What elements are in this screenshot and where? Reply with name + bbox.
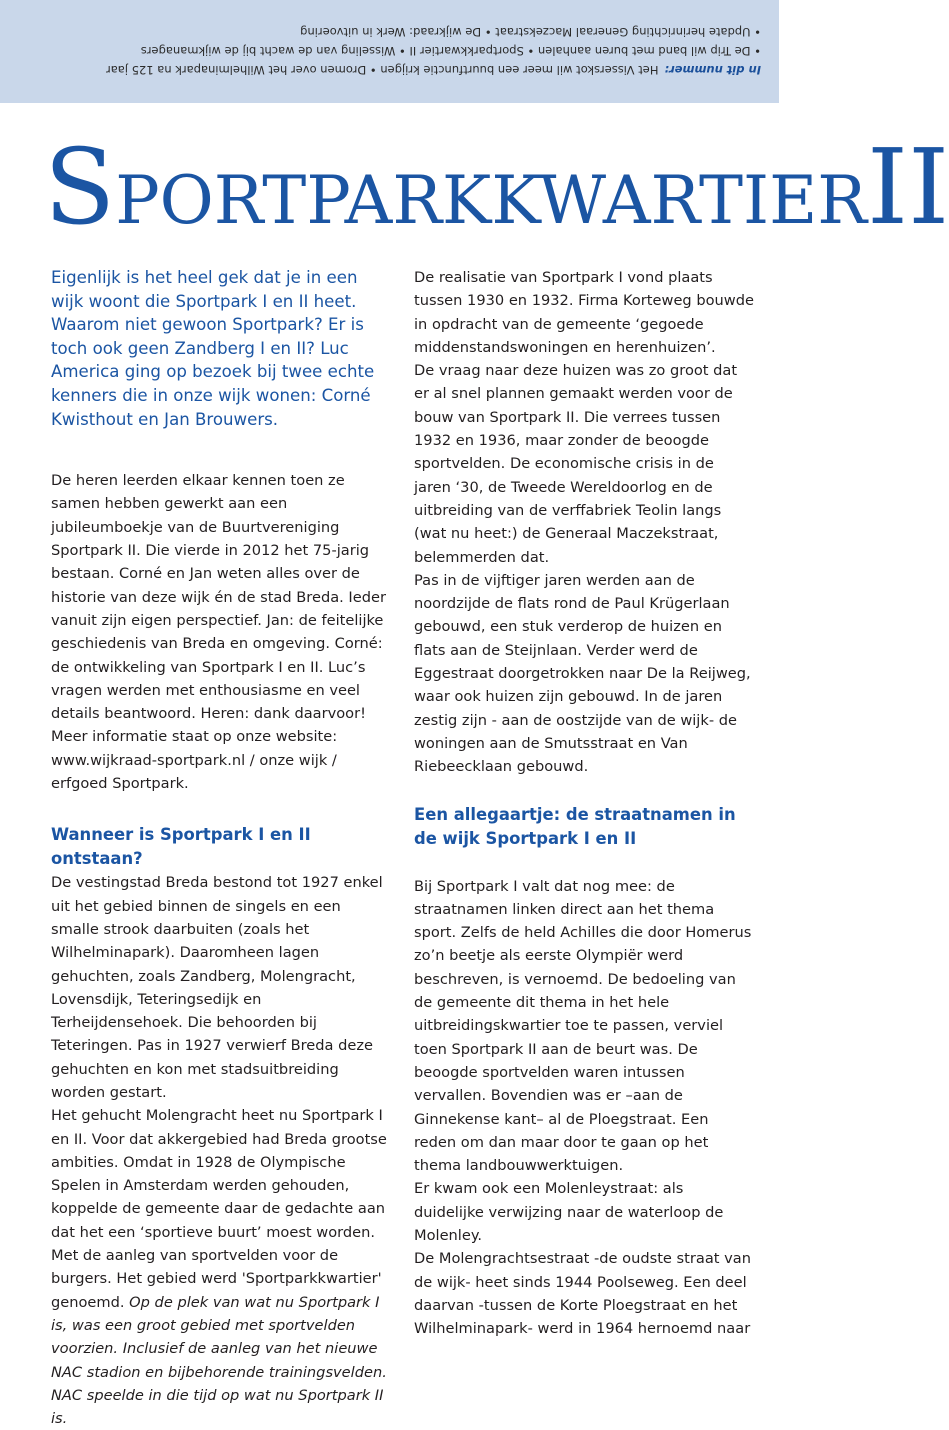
contents-banner: [0, 0, 779, 103]
toc-line: • Update herinrichting Generaal Maczekstraat • De wijkraad: Werk in uitvoering: [300, 25, 761, 39]
intro-paragraph: De heren leerden elkaar kennen toen ze samen hebben gewerkt aan een jubileumboekje van de Buurtvereniging Sportpark II. Die vierde in 2012 het 75-jarig bestaan. Corné en Jan weten alles over de historie van deze wijk én de stad Breda. Ieder vanuit zijn eigen perspectief. Jan: de feitelijke geschiedenis van Breda en omgeving. Corné: de ontwikkeling van Sportpark I en II. Luc’s vragen werden met enthousiasme en veel details beantwoord. Heren: dank daarvoor! Meer informatie staat op onze website: www.wijkraad-sportpark.nl / onze wijk / erfgoed Sportpark.: [51, 472, 386, 793]
body-text: Het gehucht Molengracht heet nu Sportpark I en II. Voor dat akkergebied had Breda grootse ambities. Omdat in 1928 de Olympische Spelen in Amsterdam werden gehouden, koppelde de gemeente daar de gedachte aan dat het een ‘sportieve buurt’ moest worden. Met de aanleg van sportvelden voor de burgers. Het gebied werd 'Sportparkkwartier' genoemd.: [51, 1107, 387, 1311]
right-column: [414, 266, 754, 1340]
body-paragraph: De realisatie van Sportpark I vond plaats tussen 1930 en 1932. Firma Korteweg bouwde in opdracht van de gemeente ‘gegoede middenstandswoningen en herenhuizen’.: [414, 269, 754, 356]
title-numeral: II: [867, 126, 949, 248]
italic-text: Op de plek van wat nu Sportpark I is, was een groot gebied met sportvelden voorzien. Inclusief de aanleg van het nieuwe NAC stadion en bijbehorende trainingsvelden. NAC speelde in die tijd op wat nu Sportpark II is.: [51, 1293, 387, 1428]
title-rest: PORTPARKKWARTIER: [115, 162, 867, 239]
section-heading: Een allegaartje: de straatnamen in de wijk Sportpark I en II: [414, 804, 736, 848]
body-paragraph: Er kwam ook een Molenleystraat: als duidelijke verwijzing naar de waterloop de Molenley.: [414, 1180, 724, 1244]
toc-heading: In dit nummer:: [664, 63, 761, 77]
body-paragraph: De vestingstad Breda bestond tot 1927 enkel uit het gebied binnen de singels en een smalle strook daarbuiten (zoals het Wilhelminapark). Daaromheen lagen gehuchten, zoals Zandberg, Molengracht, Lovensdijk, Teteringsedijk en Terheijdensehoek. Die behoorden bij Teteringen. Pas in 1927 verwierf Breda deze gehuchten en kon met stadsuitbreiding worden gestart.: [51, 874, 383, 1101]
section-heading: Wanneer is Sportpark I en II ontstaan?: [51, 825, 311, 869]
body-paragraph: De Molengrachtsestraat -de oudste straat van de wijk- heet sinds 1944 Poolseweg. Een deel daarvan -tussen de Korte Ploegstraat en het Wilhelminapark- werd in 1964 hernoemd naar: [414, 1250, 751, 1338]
body-paragraph: Pas in de vijftiger jaren werden aan de noordzijde de flats rond de Paul Krügerlaan gebouwd, een stuk verderop de huizen en flats aan de Steijnlaan. Verder werd de Eggestraat doorgetrokken naar De la Reijweg, waar ook huizen zijn gebouwd. In de jaren zestig zijn - aan de oostzijde van de wijk- de woningen aan de Smutsstraat en Van Riebeecklaan gebouwd.: [414, 571, 751, 776]
body-paragraph: Bij Sportpark I valt dat nog mee: de straatnamen linken direct aan het thema sport. Zelfs de held Achilles die door Homerus zo’n beetje als eerste Olympiër werd beschreven, is vernoemd. De bedoeling van de gemeente dit thema in het hele uitbreidingskwartier toe te passen, verviel toen Sportpark II aan de beurt was. De beoogde sportvelden waren intussen vervallen. Bovendien was er –aan de Ginnekense kant– al de Ploegstraat. Een reden om dan maar door te gaan op het thema landbouwwerktuigen.: [414, 877, 752, 1175]
body-paragraph: [51, 1104, 393, 1430]
article-title: [44, 126, 949, 248]
title-initial: S: [44, 126, 116, 248]
toc-line: • De Trip wil band met buren aanhalen • Sportparkkwartier II • Wisseling van de wacht bij de wijkmanagers: [140, 44, 761, 58]
left-column: [51, 266, 393, 1430]
lede-paragraph: Eigenlijk is het heel gek dat je in een wijk woont die Sportpark I en II heet. Waarom niet gewoon Sportpark? Er is toch ook geen Zandberg I en II? Luc America ging op bezoek bij twee echte kenners die in onze wijk wonen: Corné Kwisthout en Jan Brouwers.: [51, 268, 375, 429]
table-of-contents: [0, 0, 779, 103]
toc-items: Het Visserskot wil meer een buurtfunctie krijgen • Dromen over het Wilhelminapark na 125 jaar: [105, 63, 659, 77]
toc-line: [19, 63, 761, 77]
body-paragraph: De vraag naar deze huizen was zo groot dat er al snel plannen gemaakt werden voor de bouw van Sportpark II. Die verrees tussen 1932 en 1936, maar zonder de beoogde sportvelden. De economische crisis in de jaren ‘30, de Tweede Wereldoorlog en de uitbreiding van de verffabriek Teolin langs (wat nu heet:) de Generaal Maczekstraat, belemmerden dat.: [414, 362, 738, 566]
